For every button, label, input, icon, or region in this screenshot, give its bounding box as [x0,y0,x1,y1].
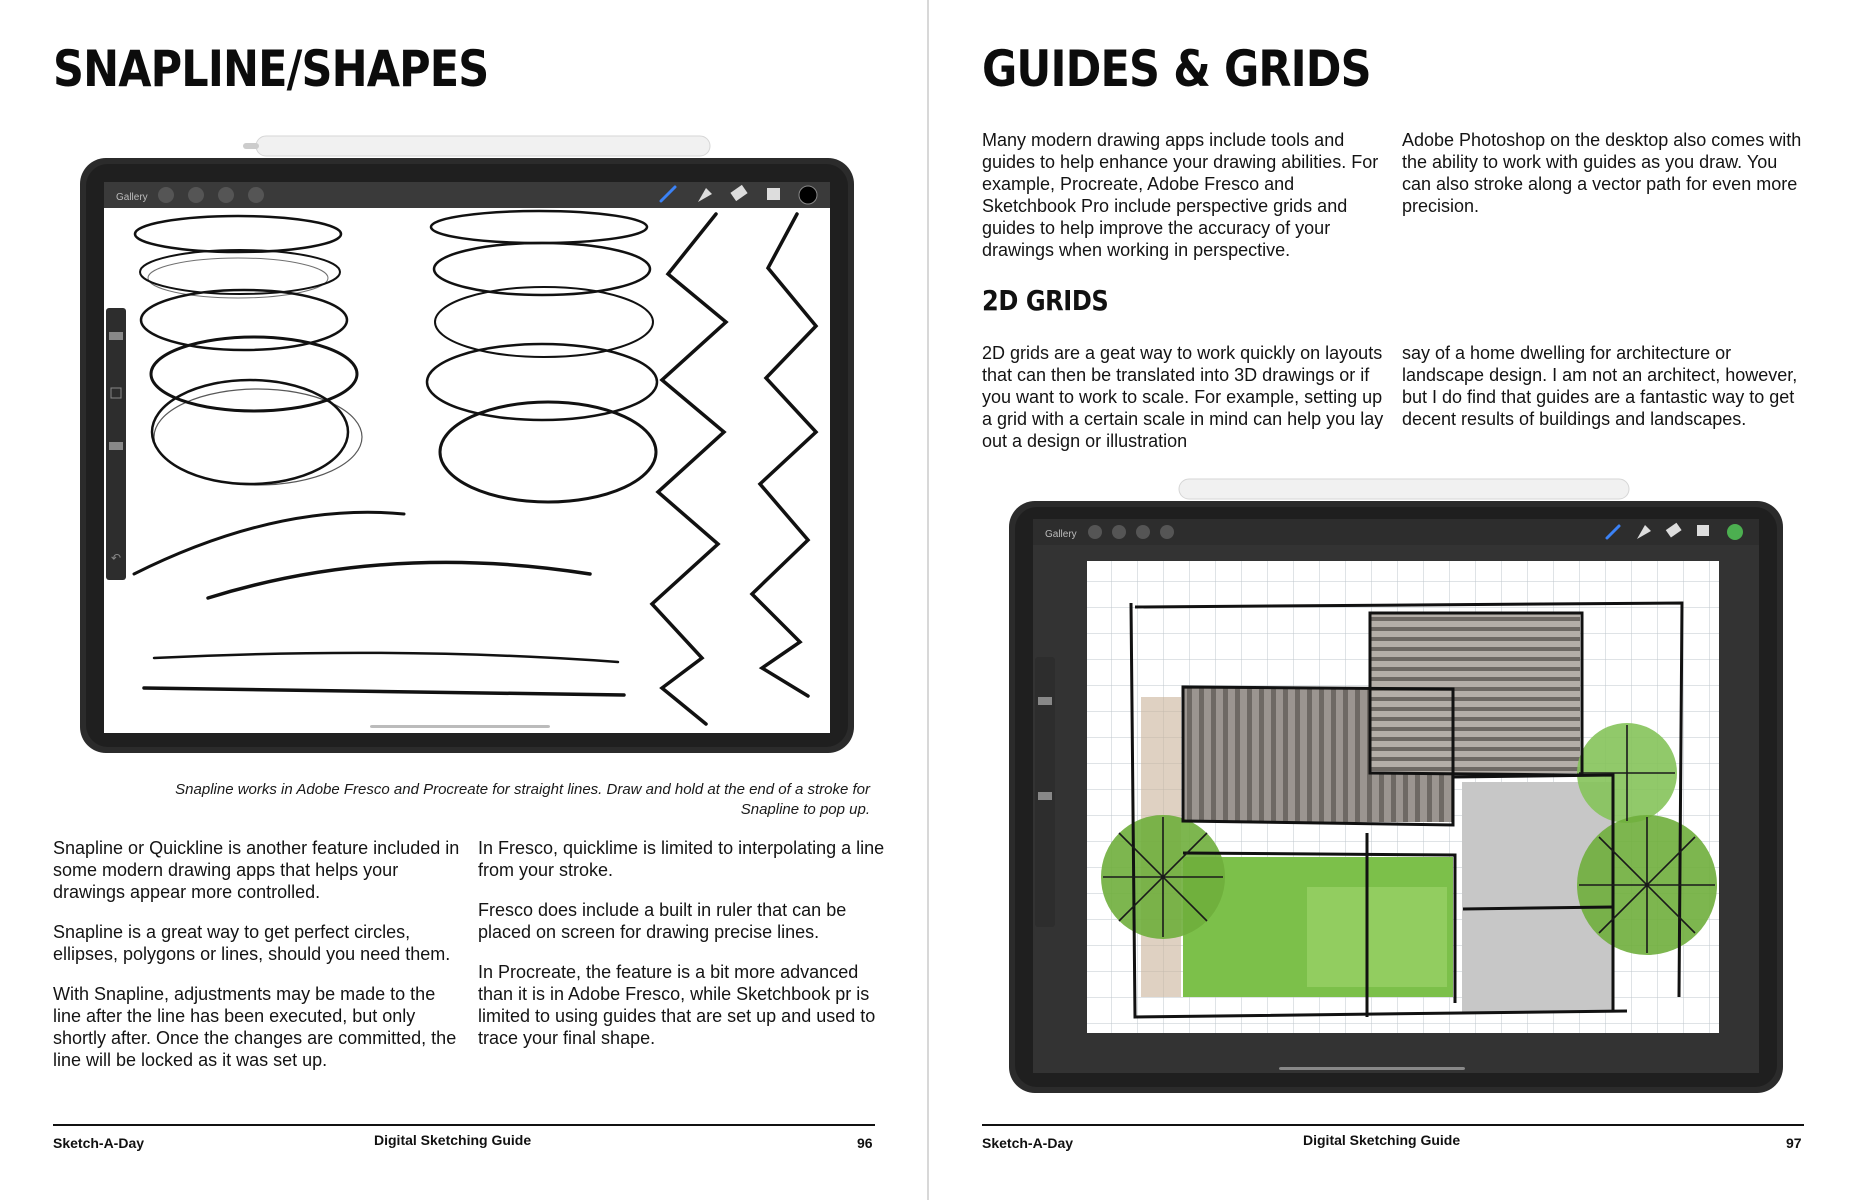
paragraph: Snapline is a great way to get perfect circles, ellipses, polygons or lines, should you need them. [53,922,451,964]
color-swatch-icon[interactable] [799,186,817,204]
transform-arrow-icon[interactable] [248,187,264,203]
paragraph: Fresco does include a built in ruler that can be placed on screen for drawing precise lines. [478,900,847,942]
intro-column-1 [982,129,1392,279]
footer-rule [982,1124,1804,1126]
body-column-2 [478,837,893,1067]
layers-icon[interactable] [1697,525,1709,536]
paragraph: Snapline or Quickline is another feature included in some modern drawing apps that helps your drawings appear more controlled. [53,838,460,902]
footer-rule [53,1124,875,1126]
grids-column-2 [1402,342,1807,448]
footer-title: Digital Sketching Guide [1303,1132,1461,1148]
gallery-button[interactable]: Gallery [116,192,148,203]
page-right [929,0,1856,1200]
wrench-icon[interactable] [158,187,174,203]
section-heading: 2D GRIDS [982,284,1109,317]
tablet-grid-illustration [1007,477,1787,1097]
paragraph: 2D grids are a geat way to work quickly on layouts that can then be translated into 3D drawings or if you want to work to scale. For example, setting up a grid with a certain scale in mind can help you lay out a design or illustration [982,343,1384,451]
layers-icon[interactable] [767,188,780,200]
page-number: 97 [1786,1135,1802,1151]
paragraph: In Procreate, the feature is a bit more advanced than it is in Adobe Fresco, while Sketchbook pr is limited to using guides that are set up and used to trace your final shape. [478,962,876,1048]
footer-brand: Sketch-A-Day [53,1135,145,1151]
caption-line-1: Snapline works in Adobe Fresco and Procreate for straight lines. Draw and hold at the end of a stroke for [175,781,870,798]
paragraph: In Fresco, quicklime is limited to interpolating a line from your stroke. [478,838,885,880]
gallery-button[interactable]: Gallery [1045,529,1077,540]
selection-icon[interactable] [1136,525,1150,539]
paragraph: say of a home dwelling for architecture or landscape design. I am not an architect, however, but I do find that guides are a fantastic way to get decent results of buildings and landscapes. [1402,343,1798,429]
paragraph: Many modern drawing apps include tools and guides to help enhance your drawing abilities. For example, Procreate, Adobe Fresco and Sketchbook Pro include perspective grids and guides to help improve the accuracy of your drawings when working in perspective. [982,130,1379,260]
paragraph: Adobe Photoshop on the desktop also comes with the ability to work with guides as you draw. You can also stroke along a vector path for even more precision. [1402,130,1802,216]
color-swatch-icon[interactable] [1727,524,1743,540]
undo-icon[interactable]: ↶ [111,551,122,565]
page-title: SNAPLINE/SHAPES [53,40,489,98]
caption-line-2: Snapline to pop up. [740,801,870,818]
transform-arrow-icon[interactable] [1160,525,1174,539]
paragraph: With Snapline, adjustments may be made to the line after the line has been executed, but only shortly after. Once the changes are committed, the line will be locked as it was set up. [53,984,457,1070]
tablet-snapline-illustration [78,132,858,757]
intro-column-2 [1402,129,1807,235]
wrench-icon[interactable] [1088,525,1102,539]
magic-wand-icon[interactable] [1112,525,1126,539]
page-title: GUIDES & GRIDS [982,40,1371,98]
page-number: 96 [857,1135,873,1151]
footer-brand: Sketch-A-Day [982,1135,1074,1151]
body-column-1 [53,837,463,1089]
apple-pencil [246,136,710,156]
selection-icon[interactable] [218,187,234,203]
magic-wand-icon[interactable] [188,187,204,203]
grids-column-1 [982,342,1392,470]
apple-pencil [1179,479,1629,499]
page-left [0,0,927,1200]
figure-caption [100,780,870,820]
footer-title: Digital Sketching Guide [374,1132,532,1148]
